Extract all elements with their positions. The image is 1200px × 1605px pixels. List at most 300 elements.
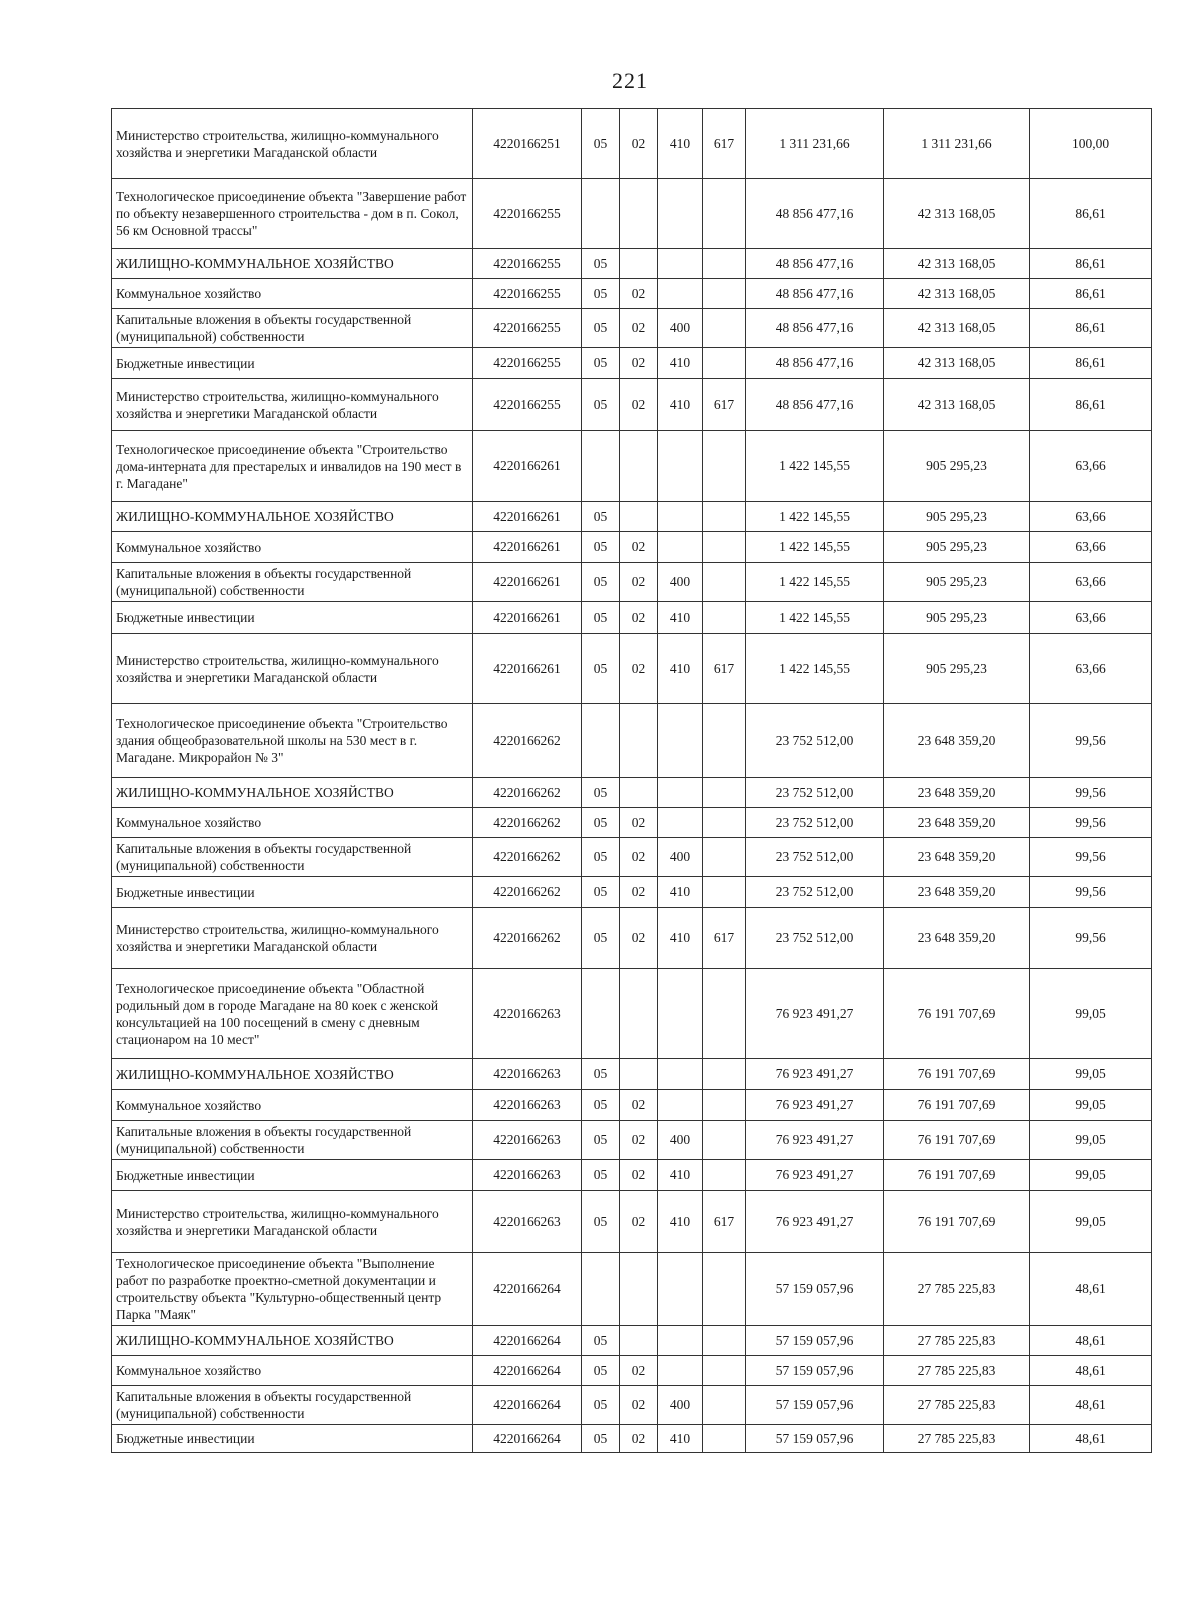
row-section: 05 [582,877,620,908]
row-code: 4220166251 [473,109,582,179]
row-grbs [703,1326,746,1356]
row-plan-amount: 76 923 491,27 [746,1160,884,1191]
row-subsection [620,249,658,279]
row-expense-type: 410 [658,908,703,969]
row-section [582,704,620,778]
row-percent: 63,66 [1030,431,1152,502]
table-row [112,1160,1152,1191]
row-plan-amount: 57 159 057,96 [746,1386,884,1425]
row-plan-amount: 48 856 477,16 [746,179,884,249]
row-percent: 99,05 [1030,1191,1152,1253]
row-grbs [703,778,746,808]
row-subsection: 02 [620,1425,658,1453]
row-percent: 99,05 [1030,1121,1152,1160]
row-fact-amount: 905 295,23 [884,431,1030,502]
row-section: 05 [582,1191,620,1253]
row-plan-amount: 23 752 512,00 [746,908,884,969]
row-expense-type: 410 [658,348,703,379]
row-percent: 99,05 [1030,1160,1152,1191]
row-code: 4220166255 [473,379,582,431]
row-grbs [703,179,746,249]
table-row [112,431,1152,502]
row-percent: 63,66 [1030,532,1152,563]
row-expense-type [658,778,703,808]
row-section: 05 [582,778,620,808]
row-percent: 63,66 [1030,502,1152,532]
row-subsection: 02 [620,1160,658,1191]
row-section: 05 [582,348,620,379]
row-grbs [703,808,746,838]
row-code: 4220166263 [473,969,582,1059]
row-expense-type [658,431,703,502]
row-subsection [620,778,658,808]
row-expense-type: 400 [658,1386,703,1425]
row-fact-amount: 23 648 359,20 [884,704,1030,778]
row-percent: 99,56 [1030,838,1152,877]
budget-table-body [112,109,1152,1453]
row-fact-amount: 42 313 168,05 [884,309,1030,348]
row-subsection: 02 [620,379,658,431]
row-code: 4220166264 [473,1356,582,1386]
row-name: Капитальные вложения в объекты государственной (муниципальной) собственности [112,838,473,877]
row-code: 4220166255 [473,309,582,348]
row-section: 05 [582,1059,620,1090]
row-grbs [703,431,746,502]
row-code: 4220166263 [473,1090,582,1121]
row-fact-amount: 76 191 707,69 [884,1121,1030,1160]
row-grbs [703,1386,746,1425]
row-grbs: 617 [703,634,746,704]
row-name: Капитальные вложения в объекты государственной (муниципальной) собственности [112,309,473,348]
table-row [112,1090,1152,1121]
row-grbs: 617 [703,379,746,431]
row-subsection: 02 [620,634,658,704]
row-code: 4220166264 [473,1326,582,1356]
budget-table [111,108,1152,1453]
row-fact-amount: 1 311 231,66 [884,109,1030,179]
row-plan-amount: 1 422 145,55 [746,602,884,634]
row-name: ЖИЛИЩНО-КОММУНАЛЬНОЕ ХОЗЯЙСТВО [112,778,473,808]
row-percent: 100,00 [1030,109,1152,179]
row-name: Бюджетные инвестиции [112,877,473,908]
row-percent: 48,61 [1030,1253,1152,1326]
row-section: 05 [582,808,620,838]
table-row [112,1191,1152,1253]
row-fact-amount: 23 648 359,20 [884,808,1030,838]
row-code: 4220166262 [473,908,582,969]
row-expense-type [658,1090,703,1121]
table-row [112,1326,1152,1356]
row-expense-type [658,179,703,249]
row-fact-amount: 42 313 168,05 [884,348,1030,379]
row-plan-amount: 1 422 145,55 [746,634,884,704]
row-expense-type [658,502,703,532]
row-fact-amount: 905 295,23 [884,502,1030,532]
row-plan-amount: 48 856 477,16 [746,309,884,348]
row-subsection: 02 [620,1191,658,1253]
row-subsection: 02 [620,348,658,379]
row-plan-amount: 23 752 512,00 [746,838,884,877]
row-section: 05 [582,1326,620,1356]
row-section: 05 [582,1121,620,1160]
row-code: 4220166262 [473,877,582,908]
row-name: Коммунальное хозяйство [112,279,473,309]
row-subsection [620,179,658,249]
row-percent: 63,66 [1030,563,1152,602]
row-section: 05 [582,1090,620,1121]
row-subsection: 02 [620,109,658,179]
row-percent: 86,61 [1030,279,1152,309]
row-section: 05 [582,532,620,563]
row-expense-type [658,969,703,1059]
row-expense-type: 410 [658,877,703,908]
row-section [582,431,620,502]
row-grbs [703,877,746,908]
row-name: ЖИЛИЩНО-КОММУНАЛЬНОЕ ХОЗЯЙСТВО [112,1059,473,1090]
row-name: Бюджетные инвестиции [112,348,473,379]
row-plan-amount: 48 856 477,16 [746,348,884,379]
row-fact-amount: 42 313 168,05 [884,279,1030,309]
row-name: ЖИЛИЩНО-КОММУНАЛЬНОЕ ХОЗЯЙСТВО [112,502,473,532]
row-section [582,1253,620,1326]
row-percent: 99,05 [1030,969,1152,1059]
row-grbs: 617 [703,1191,746,1253]
row-expense-type [658,1326,703,1356]
row-name: Технологическое присоединение объекта "Областной родильный дом в городе Магадане на 80 коек с женской консультацией на 100 посещений в смену с дневным стационаром на 10 мест" [112,969,473,1059]
row-subsection [620,969,658,1059]
row-grbs [703,1160,746,1191]
table-row [112,634,1152,704]
row-grbs [703,249,746,279]
row-expense-type [658,704,703,778]
table-row [112,1121,1152,1160]
table-row [112,502,1152,532]
row-section: 05 [582,634,620,704]
row-grbs [703,602,746,634]
row-percent: 63,66 [1030,634,1152,704]
row-percent: 99,56 [1030,908,1152,969]
row-subsection: 02 [620,1121,658,1160]
row-fact-amount: 76 191 707,69 [884,1160,1030,1191]
table-row [112,309,1152,348]
row-name: Бюджетные инвестиции [112,1160,473,1191]
row-code: 4220166262 [473,704,582,778]
row-fact-amount: 76 191 707,69 [884,1059,1030,1090]
row-expense-type: 410 [658,1425,703,1453]
row-fact-amount: 27 785 225,83 [884,1253,1030,1326]
row-percent: 48,61 [1030,1326,1152,1356]
row-code: 4220166264 [473,1253,582,1326]
row-fact-amount: 23 648 359,20 [884,838,1030,877]
table-row [112,908,1152,969]
row-code: 4220166261 [473,634,582,704]
row-plan-amount: 76 923 491,27 [746,1191,884,1253]
row-name: Коммунальное хозяйство [112,532,473,563]
row-grbs [703,838,746,877]
row-expense-type: 410 [658,109,703,179]
row-fact-amount: 27 785 225,83 [884,1356,1030,1386]
row-name: ЖИЛИЩНО-КОММУНАЛЬНОЕ ХОЗЯЙСТВО [112,249,473,279]
row-expense-type [658,1059,703,1090]
row-code: 4220166261 [473,431,582,502]
row-plan-amount: 48 856 477,16 [746,279,884,309]
row-code: 4220166262 [473,808,582,838]
row-code: 4220166261 [473,502,582,532]
row-expense-type [658,279,703,309]
row-fact-amount: 905 295,23 [884,563,1030,602]
row-percent: 48,61 [1030,1356,1152,1386]
row-plan-amount: 76 923 491,27 [746,1090,884,1121]
row-subsection: 02 [620,877,658,908]
row-subsection [620,502,658,532]
table-row [112,1356,1152,1386]
row-fact-amount: 23 648 359,20 [884,877,1030,908]
row-plan-amount: 48 856 477,16 [746,379,884,431]
row-subsection: 02 [620,908,658,969]
row-grbs: 617 [703,109,746,179]
row-grbs [703,348,746,379]
row-expense-type [658,1356,703,1386]
row-section: 05 [582,1160,620,1191]
table-row [112,1059,1152,1090]
row-section: 05 [582,379,620,431]
row-section: 05 [582,309,620,348]
row-plan-amount: 23 752 512,00 [746,778,884,808]
row-grbs [703,1253,746,1326]
row-grbs: 617 [703,908,746,969]
row-plan-amount: 57 159 057,96 [746,1425,884,1453]
table-row [112,1386,1152,1425]
row-grbs [703,1356,746,1386]
row-name: Капитальные вложения в объекты государственной (муниципальной) собственности [112,563,473,602]
row-grbs [703,1425,746,1453]
row-expense-type: 400 [658,563,703,602]
row-percent: 99,05 [1030,1090,1152,1121]
table-row [112,1253,1152,1326]
row-percent: 48,61 [1030,1425,1152,1453]
row-name: Капитальные вложения в объекты государственной (муниципальной) собственности [112,1121,473,1160]
row-name: Министерство строительства, жилищно-коммунального хозяйства и энергетики Магаданской области [112,379,473,431]
table-row [112,532,1152,563]
row-plan-amount: 76 923 491,27 [746,1121,884,1160]
row-subsection [620,431,658,502]
row-code: 4220166261 [473,532,582,563]
row-name: Технологическое присоединение объекта "Строительство здания общеобразовательной школы на 530 мест в г. Магадане. Микрорайон № 3" [112,704,473,778]
row-expense-type [658,249,703,279]
row-name: Коммунальное хозяйство [112,1090,473,1121]
row-section [582,179,620,249]
row-fact-amount: 76 191 707,69 [884,969,1030,1059]
row-code: 4220166263 [473,1121,582,1160]
table-row [112,563,1152,602]
row-name: Министерство строительства, жилищно-коммунального хозяйства и энергетики Магаданской области [112,109,473,179]
row-name: Коммунальное хозяйство [112,1356,473,1386]
row-expense-type [658,532,703,563]
row-code: 4220166263 [473,1059,582,1090]
row-grbs [703,502,746,532]
row-plan-amount: 1 422 145,55 [746,502,884,532]
row-percent: 99,56 [1030,778,1152,808]
row-plan-amount: 23 752 512,00 [746,808,884,838]
row-fact-amount: 905 295,23 [884,634,1030,704]
row-subsection [620,1253,658,1326]
row-fact-amount: 905 295,23 [884,602,1030,634]
row-subsection: 02 [620,1356,658,1386]
row-subsection: 02 [620,563,658,602]
row-subsection: 02 [620,808,658,838]
row-plan-amount: 23 752 512,00 [746,704,884,778]
row-subsection [620,1326,658,1356]
table-row [112,838,1152,877]
row-section: 05 [582,908,620,969]
row-grbs [703,1090,746,1121]
row-section: 05 [582,563,620,602]
row-expense-type: 400 [658,838,703,877]
row-plan-amount: 76 923 491,27 [746,969,884,1059]
page-number: 221 [612,68,648,93]
row-section: 05 [582,1356,620,1386]
row-percent: 86,61 [1030,179,1152,249]
row-code: 4220166255 [473,249,582,279]
row-expense-type: 410 [658,1191,703,1253]
row-subsection [620,704,658,778]
row-name: Министерство строительства, жилищно-коммунального хозяйства и энергетики Магаданской области [112,634,473,704]
row-plan-amount: 1 311 231,66 [746,109,884,179]
row-fact-amount: 905 295,23 [884,532,1030,563]
row-section: 05 [582,279,620,309]
row-section: 05 [582,838,620,877]
row-grbs [703,532,746,563]
row-code: 4220166255 [473,348,582,379]
row-grbs [703,1121,746,1160]
row-fact-amount: 27 785 225,83 [884,1425,1030,1453]
table-row [112,109,1152,179]
row-expense-type [658,808,703,838]
row-percent: 86,61 [1030,379,1152,431]
row-expense-type: 410 [658,379,703,431]
row-fact-amount: 76 191 707,69 [884,1090,1030,1121]
row-code: 4220166262 [473,778,582,808]
row-expense-type: 410 [658,1160,703,1191]
row-grbs [703,704,746,778]
row-expense-type: 400 [658,309,703,348]
row-fact-amount: 27 785 225,83 [884,1326,1030,1356]
row-code: 4220166255 [473,179,582,249]
row-section: 05 [582,109,620,179]
row-percent: 99,56 [1030,877,1152,908]
row-section: 05 [582,502,620,532]
table-row [112,348,1152,379]
row-expense-type: 410 [658,634,703,704]
row-subsection: 02 [620,309,658,348]
row-name: Министерство строительства, жилищно-коммунального хозяйства и энергетики Магаданской области [112,908,473,969]
row-subsection: 02 [620,838,658,877]
table-row [112,704,1152,778]
row-subsection [620,1059,658,1090]
row-expense-type [658,1253,703,1326]
row-code: 4220166261 [473,563,582,602]
row-percent: 63,66 [1030,602,1152,634]
row-subsection: 02 [620,279,658,309]
row-name: Технологическое присоединение объекта "Завершение работ по объекту незавершенного строительства - дом в п. Сокол, 56 км Основной трассы" [112,179,473,249]
row-subsection: 02 [620,532,658,563]
row-name: Министерство строительства, жилищно-коммунального хозяйства и энергетики Магаданской области [112,1191,473,1253]
table-row [112,379,1152,431]
row-fact-amount: 42 313 168,05 [884,179,1030,249]
row-plan-amount: 48 856 477,16 [746,249,884,279]
row-code: 4220166264 [473,1425,582,1453]
table-row [112,778,1152,808]
row-plan-amount: 1 422 145,55 [746,563,884,602]
table-row [112,969,1152,1059]
row-fact-amount: 27 785 225,83 [884,1386,1030,1425]
row-plan-amount: 57 159 057,96 [746,1326,884,1356]
row-name: Технологическое присоединение объекта "Строительство дома-интерната для престарелых и инвалидов на 190 мест в г. Магадане" [112,431,473,502]
row-plan-amount: 1 422 145,55 [746,431,884,502]
table-row [112,279,1152,309]
row-name: Бюджетные инвестиции [112,1425,473,1453]
row-subsection: 02 [620,1090,658,1121]
row-subsection: 02 [620,1386,658,1425]
row-expense-type: 400 [658,1121,703,1160]
row-section: 05 [582,602,620,634]
table-row [112,877,1152,908]
row-percent: 86,61 [1030,249,1152,279]
row-section [582,969,620,1059]
row-grbs [703,969,746,1059]
row-grbs [703,309,746,348]
row-grbs [703,1059,746,1090]
table-row [112,249,1152,279]
row-section: 05 [582,1425,620,1453]
row-fact-amount: 23 648 359,20 [884,908,1030,969]
row-name: ЖИЛИЩНО-КОММУНАЛЬНОЕ ХОЗЯЙСТВО [112,1326,473,1356]
row-code: 4220166263 [473,1191,582,1253]
row-code: 4220166262 [473,838,582,877]
table-row [112,808,1152,838]
table-row [112,602,1152,634]
row-fact-amount: 23 648 359,20 [884,778,1030,808]
row-code: 4220166261 [473,602,582,634]
row-section: 05 [582,1386,620,1425]
row-plan-amount: 57 159 057,96 [746,1253,884,1326]
row-name: Бюджетные инвестиции [112,602,473,634]
row-expense-type: 410 [658,602,703,634]
table-row [112,1425,1152,1453]
row-section: 05 [582,249,620,279]
row-plan-amount: 76 923 491,27 [746,1059,884,1090]
row-percent: 48,61 [1030,1386,1152,1425]
row-code: 4220166264 [473,1386,582,1425]
row-plan-amount: 57 159 057,96 [746,1356,884,1386]
row-fact-amount: 42 313 168,05 [884,249,1030,279]
row-fact-amount: 76 191 707,69 [884,1191,1030,1253]
table-row [112,179,1152,249]
row-fact-amount: 42 313 168,05 [884,379,1030,431]
row-percent: 99,05 [1030,1059,1152,1090]
row-grbs [703,279,746,309]
row-plan-amount: 1 422 145,55 [746,532,884,563]
row-name: Технологическое присоединение объекта "Выполнение работ по разработке проектно-сметной документации и строительству объекта "Культурно-общественный центр Парка "Маяк" [112,1253,473,1326]
row-plan-amount: 23 752 512,00 [746,877,884,908]
row-subsection: 02 [620,602,658,634]
row-code: 4220166255 [473,279,582,309]
row-grbs [703,563,746,602]
row-percent: 99,56 [1030,808,1152,838]
row-name: Капитальные вложения в объекты государственной (муниципальной) собственности [112,1386,473,1425]
row-percent: 86,61 [1030,348,1152,379]
row-percent: 86,61 [1030,309,1152,348]
